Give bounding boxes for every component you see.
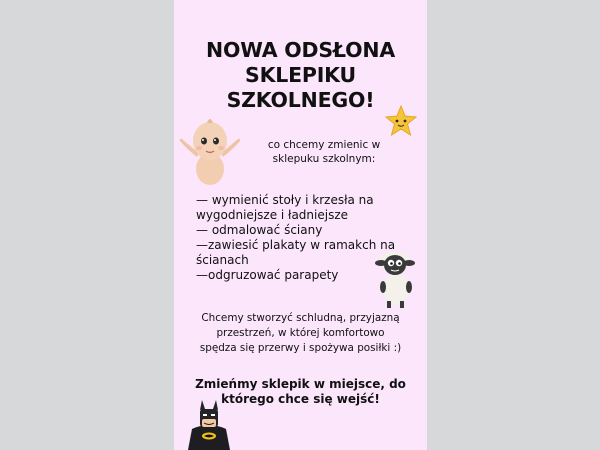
title-line: NOWA ODSŁONA xyxy=(206,38,395,62)
poster-page xyxy=(174,0,427,450)
list-item: ścianach xyxy=(196,253,249,267)
intro-text xyxy=(234,138,414,166)
intro-line: sklepuku szkolnym: xyxy=(272,153,376,165)
intro-line: co chcemy zmienic w xyxy=(267,139,381,151)
description-paragraph xyxy=(182,311,419,356)
shaun-the-sheep-icon xyxy=(372,247,418,309)
title-line: SZKOLNEGO! xyxy=(226,88,375,112)
paragraph-line: przestrzeń, w której komfortowo xyxy=(216,327,385,339)
poster-title xyxy=(174,38,427,113)
title-line: SKLEPIKU xyxy=(245,63,356,87)
list-item: — odmalować ściany xyxy=(196,223,323,237)
closing-line: Zmieńmy sklepik w miejsce, do xyxy=(195,377,406,391)
list-item: —zawiesić plakaty w ramakch na xyxy=(196,238,396,252)
paragraph-line: Chcemy stworzyć schludną, przyjazną xyxy=(201,312,400,324)
lego-batman-icon xyxy=(184,395,234,450)
paragraph-line: spędza się przerwy i spożywa posiłki :) xyxy=(199,342,402,354)
closing-line: którego chce się wejść! xyxy=(221,392,380,406)
list-item: — wymienić stoły i krzesła na xyxy=(196,193,374,207)
list-item: —odgruzować parapety xyxy=(196,268,339,282)
list-item: wygodniejsze i ładniejsze xyxy=(196,208,349,222)
star-icon xyxy=(384,105,418,137)
